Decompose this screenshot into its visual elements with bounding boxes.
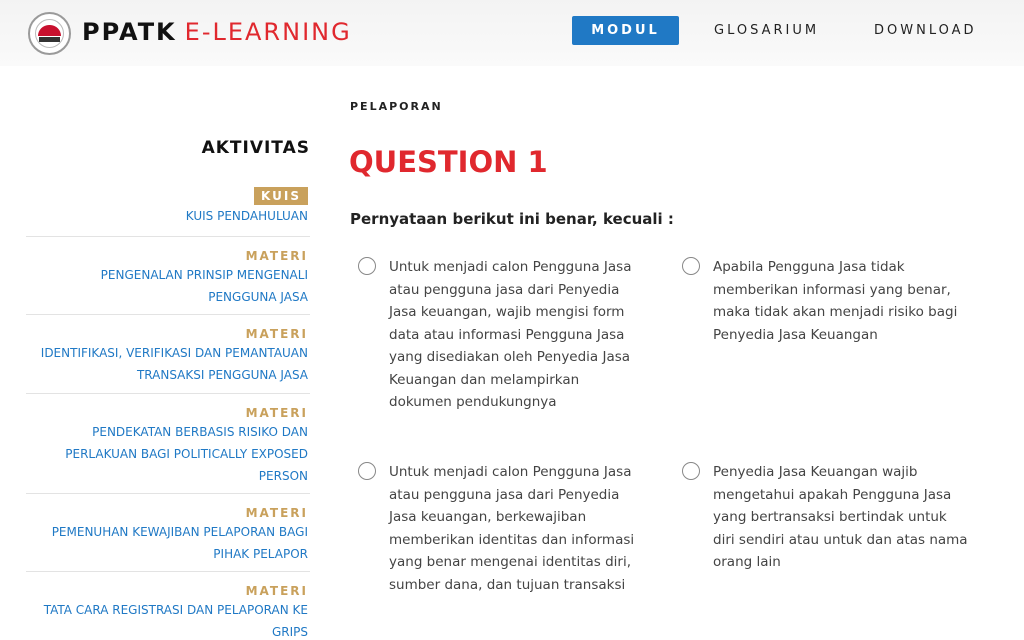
sidebar-item-label[interactable]: PEMENUHAN KEWAJIBAN PELAPORAN BAGI PIHAK PELAPOR [51,525,308,561]
radio-button-b[interactable] [682,257,700,275]
materi-badge: MATERI [245,327,308,341]
materi-badge: MATERI [245,249,308,263]
sidebar-item-label[interactable]: PENDEKATAN BERBASIS RISIKO DAN PERLAKUAN BAGI POLITICALLY EXPOSED PERSON [65,425,308,483]
nav-download-link[interactable]: DOWNLOAD [874,23,977,38]
nav-glosarium-link[interactable]: GLOSARIUM [714,23,820,38]
header-bar [0,0,1024,66]
radio-button-c[interactable] [358,462,376,480]
sidebar-title: AKTIVITAS [201,138,310,158]
answer-option-text: Untuk menjadi calon Pengguna Jasa atau pengguna jasa dari Penyedia Jasa keuangan, berkewajiban memberikan identitas dan informasi yang benar mengenai identitas diri, sumber dana, dan tujuan transaksi [389,464,635,593]
ppatk-logo-icon[interactable] [28,12,71,55]
materi-badge: MATERI [245,584,308,598]
radio-button-d[interactable] [682,462,700,480]
sidebar-item-kuis-pendahuluan[interactable] [26,185,310,227]
sidebar-item-pendekatan-risiko[interactable] [26,393,310,487]
question-title: QUESTION 1 [349,145,548,179]
answer-option-text: Apabila Pengguna Jasa tidak memberikan informasi yang benar, maka tidak akan menjadi risiko bagi Penyedia Jasa Keuangan [713,259,958,343]
sidebar-item-label[interactable]: KUIS PENDAHULUAN [185,209,308,223]
sidebar-item-label[interactable]: IDENTIFIKASI, VERIFIKASI DAN PEMANTAUAN TRANSAKSI PENGGUNA JASA [40,346,308,382]
brand-sub: E-LEARNING [184,18,352,46]
sidebar-item-identifikasi-verifikasi[interactable] [26,314,310,386]
nav-modul-button[interactable]: MODUL [572,16,679,45]
answer-option-a[interactable] [358,256,638,414]
answer-option-d[interactable] [682,461,972,574]
answer-option-text: Penyedia Jasa Keuangan wajib mengetahui apakah Pengguna Jasa yang bertransaksi bertindak untuk diri sendiri atau untuk dan atas nama orang lain [713,464,968,570]
sidebar-item-label[interactable]: TATA CARA REGISTRASI DAN PELAPORAN KE GRIPS [43,603,308,639]
sidebar-item-label[interactable]: PENGENALAN PRINSIP MENGENALI PENGGUNA JASA [100,268,308,304]
materi-badge: MATERI [245,406,308,420]
brand-title[interactable] [82,18,352,46]
answer-option-text: Untuk menjadi calon Pengguna Jasa atau pengguna jasa dari Penyedia Jasa keuangan, wajib mengisi form data atau informasi Pengguna Jasa yang disediakan oleh Penyedia Jasa Keuangan dan melampirkan dokumen pendukungnya [389,259,632,410]
answer-option-b[interactable] [682,256,972,346]
materi-badge: MATERI [245,506,308,520]
answer-option-c[interactable] [358,461,638,596]
sidebar-item-pengenalan-prinsip[interactable] [26,236,310,308]
sidebar-item-pemenuhan-kewajiban[interactable] [26,493,310,565]
question-text: Pernyataan berikut ini benar, kecuali : [350,210,674,228]
brand-main: PPATK [82,18,177,46]
radio-button-a[interactable] [358,257,376,275]
breadcrumb: PELAPORAN [350,100,443,113]
kuis-badge: KUIS [254,187,308,205]
sidebar-item-tata-cara-registrasi[interactable] [26,571,310,640]
